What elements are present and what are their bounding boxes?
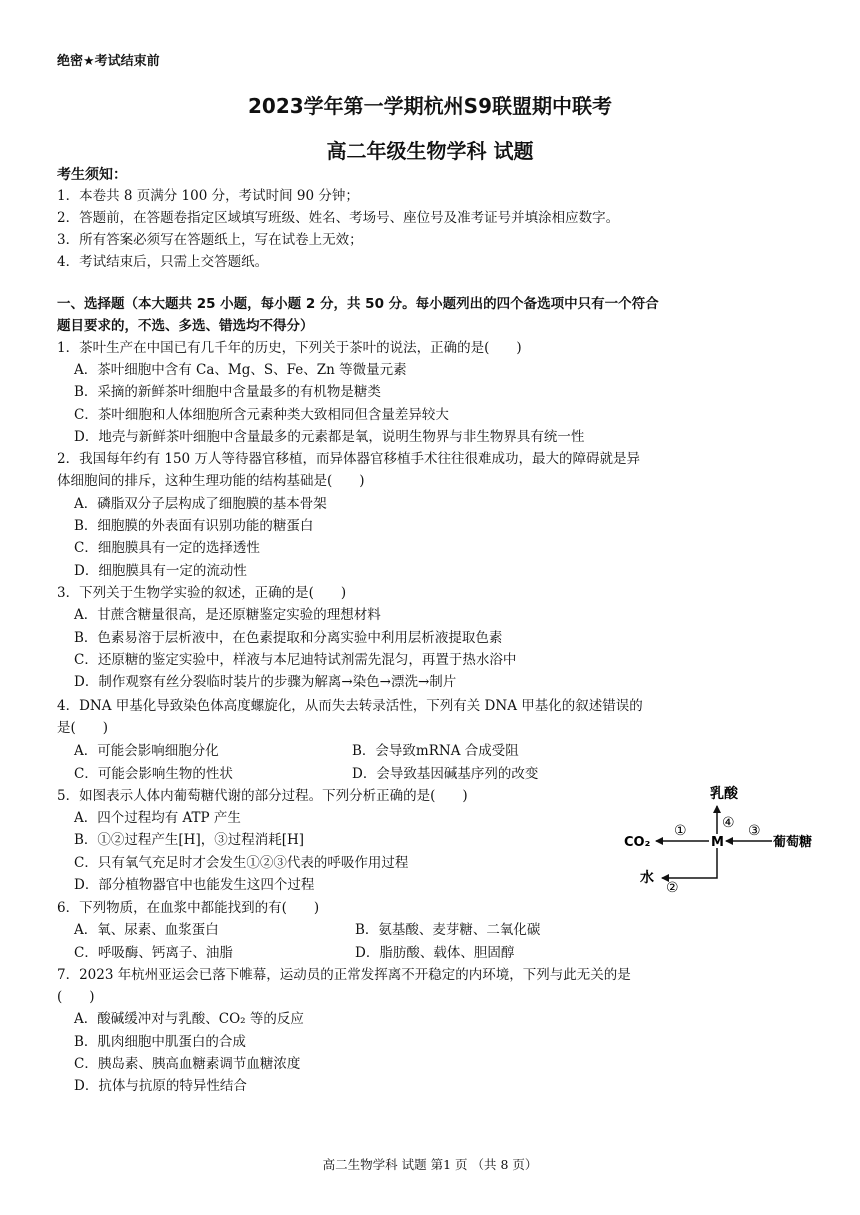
question-4-option-c: C．可能会影响生物的性状	[74, 766, 233, 782]
question-1-stem: 1．茶叶生产在中国已有几千年的历史，下列关于茶叶的说法，正确的是( )	[57, 340, 522, 356]
question-6-option-a: A．氧、尿素、血浆蛋白	[74, 922, 219, 938]
section-heading-cont: 题目要求的，不选、多选、错选均不得分）	[57, 318, 314, 334]
question-6-option-c: C．呼吸酶、钙离子、油脂	[74, 945, 233, 961]
notice-heading: 考生须知：	[57, 167, 127, 183]
question-1-option-a: A．茶叶细胞中含有 Ca、Mg、S、Fe、Zn 等微量元素	[74, 362, 407, 378]
exam-subtitle: 高二年级生物学科 试题	[326, 139, 534, 163]
question-4-option-d: D．会导致基因碱基序列的改变	[352, 766, 539, 782]
notice-item: 4．考试结束后，只需上交答题纸。	[57, 254, 269, 270]
question-3-option-b: B．色素易溶于层析液中，在色素提取和分离实验中利用层析液提取色素	[74, 630, 503, 646]
question-7-option-a: A．酸碱缓冲对与乳酸、CO₂ 等的反应	[74, 1011, 304, 1027]
co2-label: CO₂	[624, 835, 651, 850]
notice-item: 3．所有答案必须写在答题纸上，写在试卷上无效；	[57, 232, 363, 248]
confidential-label: 绝密★考试结束前	[57, 54, 160, 69]
question-7-stem-cont: ( )	[57, 989, 95, 1005]
process-1-number: ①	[674, 823, 687, 839]
question-6-option-d: D．脂肪酸、载体、胆固醇	[355, 945, 515, 961]
question-1-option-d: D．地壳与新鲜茶叶细胞中含量最多的元素都是氧，说明生物界与非生物界具有统一性	[74, 429, 585, 445]
arrow-to-water	[662, 848, 717, 878]
question-3-option-c: C．还原糖的鉴定实验中，样液与本尼迪特试剂需先混匀，再置于热水浴中	[74, 652, 517, 668]
process-4-number: ④	[722, 815, 735, 831]
question-2-stem-cont: 体细胞间的排斥，这种生理功能的结构基础是( )	[57, 473, 365, 489]
question-3-option-a: A．甘蔗含糖量很高，是还原糖鉴定实验的理想材料	[74, 607, 381, 623]
water-label: 水	[640, 870, 654, 886]
question-3-option-d: D．制作观察有丝分裂临时装片的步骤为解离→染色→漂洗→制片	[74, 674, 457, 690]
question-2-option-b: B．细胞膜的外表面有识别功能的糖蛋白	[74, 518, 314, 534]
question-2-option-c: C．细胞膜具有一定的选择透性	[74, 540, 260, 556]
section-heading: 一、选择题（本大题共 25 小题，每小题 2 分，共 50 分。每小题列出的四个备选项中只有一个符合	[57, 296, 659, 312]
question-5-option-c: C．只有氧气充足时才会发生①②③代表的呼吸作用过程	[74, 855, 409, 871]
question-1-option-c: C．茶叶细胞和人体细胞所含元素种类大致相同但含量差异较大	[74, 407, 449, 423]
question-6-stem: 6．下列物质，在血浆中都能找到的有( )	[57, 900, 320, 916]
question-2-option-a: A．磷脂双分子层构成了细胞膜的基本骨架	[74, 496, 327, 512]
question-2-option-d: D．细胞膜具有一定的流动性	[74, 563, 247, 579]
question-5-option-a: A．四个过程均有 ATP 产生	[74, 810, 241, 826]
question-7-option-b: B．肌肉细胞中肌蛋白的合成	[74, 1034, 246, 1050]
question-4-stem: 4．DNA 甲基化导致染色体高度螺旋化，从而失去转录活性，下列有关 DNA 甲基化的叙述错误的	[57, 698, 643, 714]
notice-item: 1．本卷共 8 页满分 100 分，考试时间 90 分钟；	[57, 188, 359, 204]
question-7-option-c: C．胰岛素、胰高血糖素调节血糖浓度	[74, 1056, 301, 1072]
exam-title: 2023学年第一学期杭州S9联盟期中联考	[248, 94, 612, 118]
question-4-option-a: A．可能会影响细胞分化	[74, 743, 219, 759]
process-3-number: ③	[748, 823, 761, 839]
process-2-number: ②	[666, 880, 679, 894]
glucose-label: 葡萄糖	[773, 835, 813, 850]
question-1-option-b: B．采摘的新鲜茶叶细胞中含量最多的有机物是糖类	[74, 384, 381, 400]
question-4-stem-cont: 是( )	[57, 720, 109, 736]
question-5-stem: 5．如图表示人体内葡萄糖代谢的部分过程。下列分析正确的是( )	[57, 788, 468, 804]
question-6-option-b: B．氨基酸、麦芽糖、二氧化碳	[355, 922, 541, 938]
question-5-option-d: D．部分植物器官中也能发生这四个过程	[74, 877, 315, 893]
question-3-stem: 3．下列关于生物学实验的叙述，正确的是( )	[57, 585, 347, 601]
question-4-option-b: B．会导致mRNA 合成受阻	[352, 743, 519, 759]
question-7-stem: 7．2023 年杭州亚运会已落下帷幕，运动员的正常发挥离不开稳定的内环境，下列与此无关的是	[57, 967, 631, 983]
question-5-option-b: B．①②过程产生[H]，③过程消耗[H]	[74, 832, 305, 848]
question-2-stem: 2．我国每年约有 150 万人等待器官移植，而异体器官移植手术往往很难成功，最大的障碍就是异	[57, 451, 640, 467]
notice-item: 2．答题前，在答题卷指定区域填写班级、姓名、考场号、座位号及准考证号并填涂相应数字。	[57, 210, 620, 226]
lactic-acid-label: 乳酸	[710, 786, 738, 802]
m-label: M	[711, 835, 724, 850]
glucose-metabolism-diagram	[622, 782, 832, 894]
page-footer: 高二生物学科 试题 第1 页 （共 8 页）	[322, 1157, 538, 1172]
question-7-option-d: D．抗体与抗原的特异性结合	[74, 1078, 247, 1094]
